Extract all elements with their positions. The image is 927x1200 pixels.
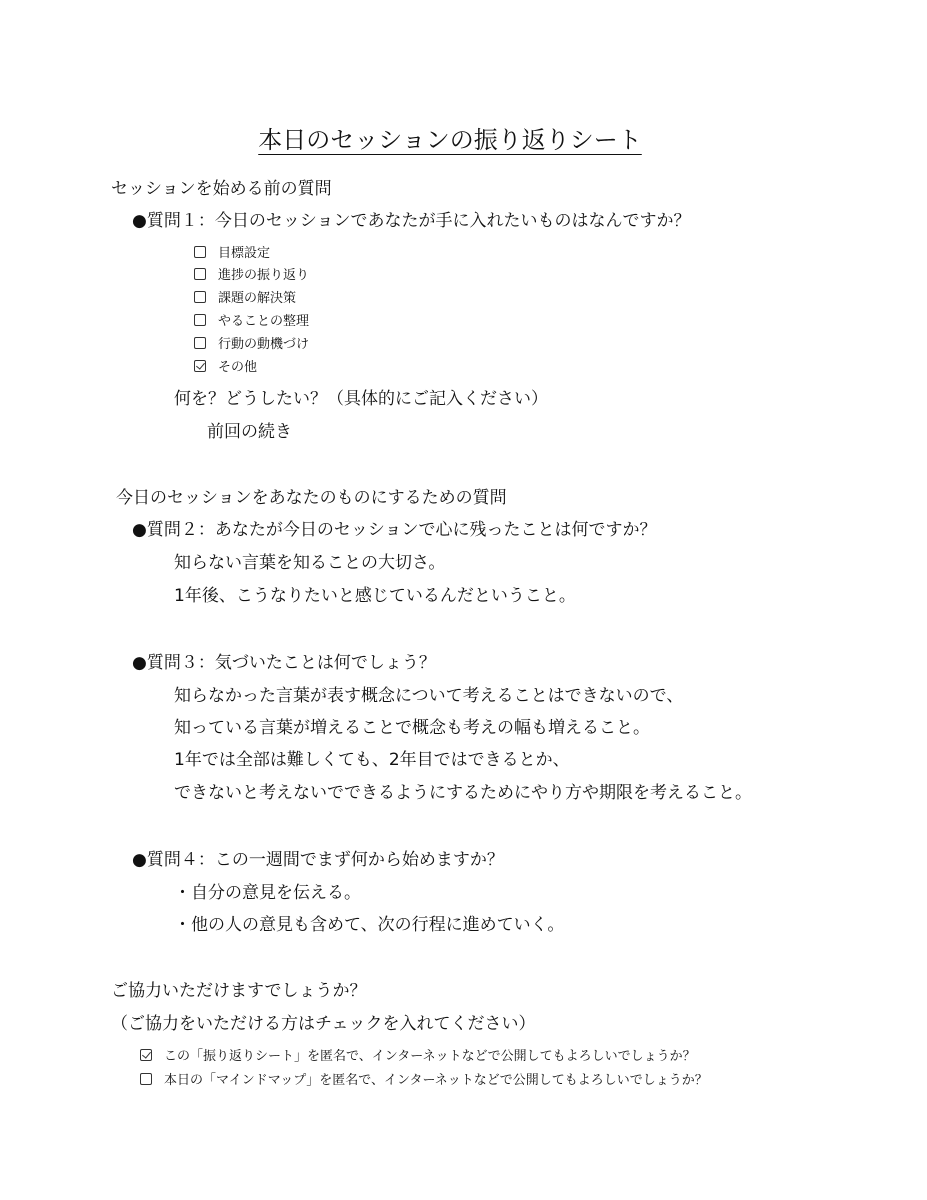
checkbox-checked[interactable]	[140, 1049, 152, 1061]
q3-answer: 知っている言葉が増えることで概念も考えの幅も増えること。	[174, 718, 650, 738]
checkbox[interactable]	[194, 246, 206, 258]
checkbox[interactable]	[194, 337, 206, 349]
checkbox[interactable]	[140, 1073, 152, 1085]
option-progress-review[interactable]: 進捗の振り返り	[194, 264, 309, 283]
option-motivation[interactable]: 行動の動機づけ	[194, 333, 309, 352]
checkbox[interactable]	[194, 314, 206, 326]
q3-answer: 1年では全部は難しくても、2年目ではできるとか、	[174, 750, 570, 770]
question-1: ●質問１：今日のセッションであなたが手に入れたいものはなんですか？	[132, 211, 691, 231]
checkbox-checked[interactable]	[194, 360, 206, 372]
section-heading-own: 今日のセッションをあなたのものにするための質問	[116, 488, 507, 508]
q4-answer: ・自分の意見を伝える。	[174, 883, 361, 903]
detail-prompt: 何を？どうしたい？（具体的にご記入ください）	[174, 389, 548, 409]
q2-answer: 1年後、こうなりたいと感じているんだということ。	[174, 586, 576, 606]
detail-answer: 前回の続き	[207, 422, 292, 442]
option-other[interactable]: その他	[194, 356, 257, 375]
question-2: ●質問２：あなたが今日のセッションで心に残ったことは何ですか？	[132, 520, 657, 540]
option-task-organizing[interactable]: やることの整理	[194, 310, 309, 329]
q4-answer: ・他の人の意見も含めて、次の行程に進めていく。	[174, 915, 565, 935]
q3-answer: できないと考えないでできるようにするためにやり方や期限を考えること。	[174, 783, 752, 803]
section-heading-before: セッションを始める前の質問	[111, 179, 332, 199]
consent-mind-map[interactable]: 本日の「マインドマップ」を匿名で、インターネットなどで公開してもよろしいでしょうか？	[140, 1069, 708, 1088]
page-title: 本日のセッションの振り返りシート	[258, 126, 642, 154]
option-goal-setting[interactable]: 目標設定	[194, 242, 270, 261]
section-heading-cooperation: ご協力いただけますでしょうか？	[111, 981, 367, 1001]
q2-answer: 知らない言葉を知ることの大切さ。	[174, 553, 446, 573]
q3-answer: 知らなかった言葉が表す概念について考えることはできないので、	[174, 686, 684, 706]
option-problem-solution[interactable]: 課題の解決策	[194, 287, 296, 306]
checkbox[interactable]	[194, 291, 206, 303]
cooperation-subheading: （ご協力をいただける方はチェックを入れてください）	[111, 1014, 536, 1034]
question-3: ●質問３：気づいたことは何でしょう？	[132, 653, 436, 673]
question-4: ●質問４：この一週間でまず何から始めますか？	[132, 850, 504, 870]
consent-reflection-sheet[interactable]: この「振り返りシート」を匿名で、インターネットなどで公開してもよろしいでしょうか？	[140, 1045, 696, 1064]
checkbox[interactable]	[194, 268, 206, 280]
